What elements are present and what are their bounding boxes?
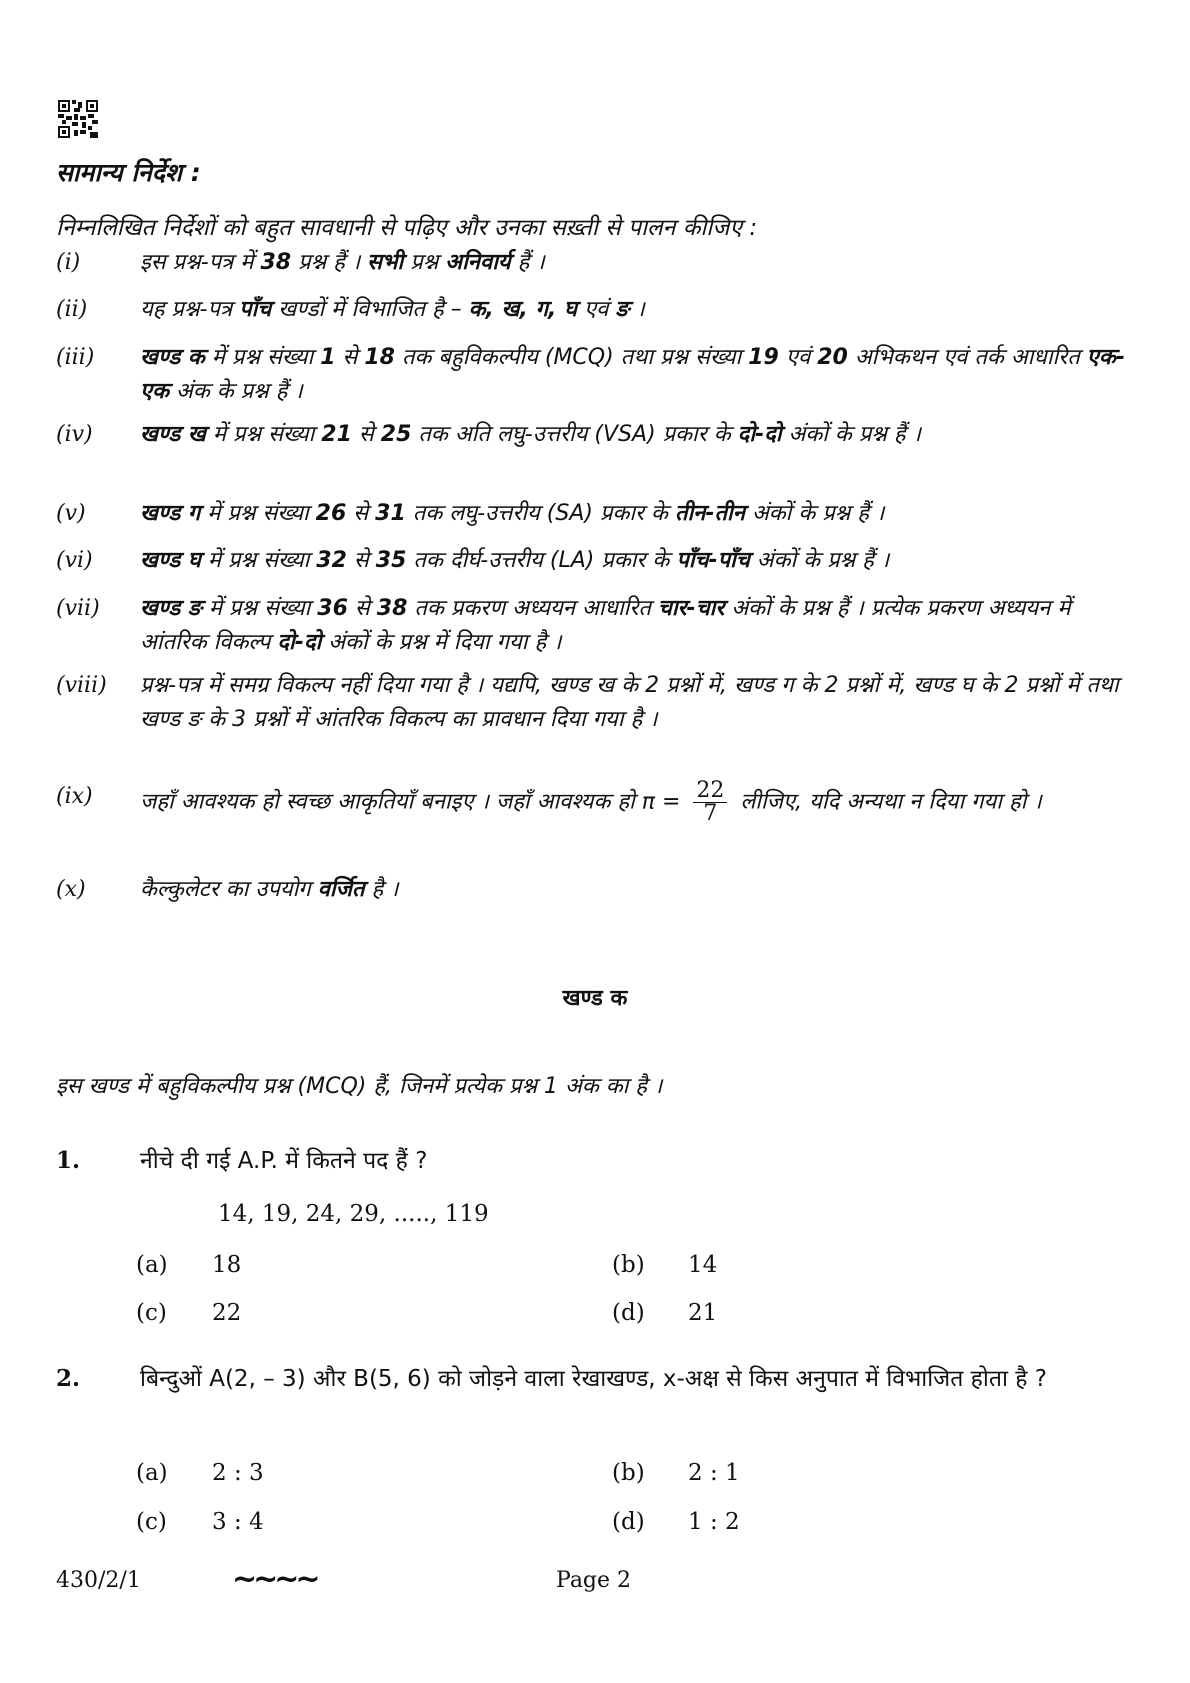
question-number: 1. (56, 1147, 81, 1174)
section-intro: इस खण्ड में बहुविकल्पीय प्रश्न (MCQ) हैं, जिनमें प्रत्येक प्रश्न 1 अंक का है । (56, 1074, 663, 1099)
option-a[interactable]: (a) 18 (136, 1252, 242, 1278)
question-text: बिन्दुओं A(2, – 3) और B(5, 6) को जोड़ने वाला रेखाखण्ड, x-अक्ष से किस अनुपात में विभाजित होता है ? (140, 1366, 1047, 1392)
option-b[interactable]: (b) 2 : 1 (612, 1460, 740, 1486)
pi-fraction: $\frac{22}{7}$ (693, 780, 727, 825)
question-2 (56, 1361, 1136, 1397)
qr-code-icon (58, 100, 98, 138)
instructions-intro: निम्नलिखित निर्देशों को बहुत सावधानी से पढ़िए और उनका सख़्ती से पालन कीजिए : (56, 215, 758, 241)
instruction-item: (ii) यह प्रश्न-पत्र पाँच खण्डों में विभाजित है – क, ख, ग, घ एवं ङ । (56, 297, 645, 322)
instruction-item: (x) कैल्कुलेटर का उपयोग वर्जित है । (56, 877, 399, 902)
instruction-item: (iv) खण्ड ख में प्रश्न संख्या 21 से 25 तक अति लघु-उत्तरीय (VSA) प्रकार के दो-दो अंकों के प्रश्न हैं । (56, 422, 921, 447)
page-number: Page 2 (556, 1568, 632, 1593)
instruction-item: (iii) खण्ड क में प्रश्न संख्या 1 से 18 तक बहुविकल्पीय (MCQ) तथा प्रश्न संख्या 19 एवं 20 अभिकथन एवं तर्क आधारित एक-एक अंक के प्रश्न हैं । (56, 345, 1125, 404)
tilde-ornament-icon: ~~~~ (232, 1562, 317, 1597)
question-number: 2. (56, 1365, 81, 1392)
question-text: नीचे दी गई A.P. में कितने पद हैं ? (140, 1148, 428, 1174)
instruction-item: (ix) जहाँ आवश्यक हो स्वच्छ आकृतियाँ बनाइए । जहाँ आवश्यक हो π = $\frac{22}{7}$ लीजिए, यदि अन्यथा न दिया गया हो । (56, 778, 1042, 826)
ap-sequence: 14, 19, 24, 29, ....., 119 (218, 1201, 489, 1227)
question-1 (56, 1143, 1136, 1179)
instruction-item: (i) इस प्रश्न-पत्र में 38 प्रश्न हैं । सभी प्रश्न अनिवार्य हैं । (56, 250, 545, 275)
option-d[interactable]: (d) 1 : 2 (612, 1509, 740, 1535)
option-d[interactable]: (d) 21 (612, 1300, 718, 1326)
instruction-item: (viii) प्रश्न-पत्र में समग्र विकल्प नहीं दिया गया है । यद्यपि, खण्ड ख के 2 प्रश्नों में, खण्ड ग के 2 प्रश्नों में, खण्ड घ के 2 प्रश्नों में तथा खण्ड ङ के 3 प्रश्नों में आंतरिक विकल्प का प्रावधान दिया गया है । (56, 673, 1119, 732)
option-c[interactable]: (c) 3 : 4 (136, 1509, 264, 1535)
section-title: खण्ड क (562, 986, 628, 1011)
paper-code: 430/2/1 (56, 1568, 141, 1593)
instruction-item: (vii) खण्ड ङ में प्रश्न संख्या 36 से 38 तक प्रकरण अध्ययन आधारित चार-चार अंकों के प्रश्न हैं । प्रत्येक प्रकरण अध्ययन में आंतरिक विकल्प दो-दो अंकों के प्रश्न में दिया गया है । (56, 596, 1071, 655)
instruction-item: (v) खण्ड ग में प्रश्न संख्या 26 से 31 तक लघु-उत्तरीय (SA) प्रकार के तीन-तीन अंकों के प्रश्न हैं । (56, 501, 885, 526)
instruction-item: (vi) खण्ड घ में प्रश्न संख्या 32 से 35 तक दीर्घ-उत्तरीय (LA) प्रकार के पाँच-पाँच अंकों के प्रश्न हैं । (56, 548, 890, 573)
option-a[interactable]: (a) 2 : 3 (136, 1460, 264, 1486)
general-instructions-heading: सामान्य निर्देश : (56, 158, 201, 187)
option-b[interactable]: (b) 14 (612, 1252, 718, 1278)
option-c[interactable]: (c) 22 (136, 1300, 242, 1326)
